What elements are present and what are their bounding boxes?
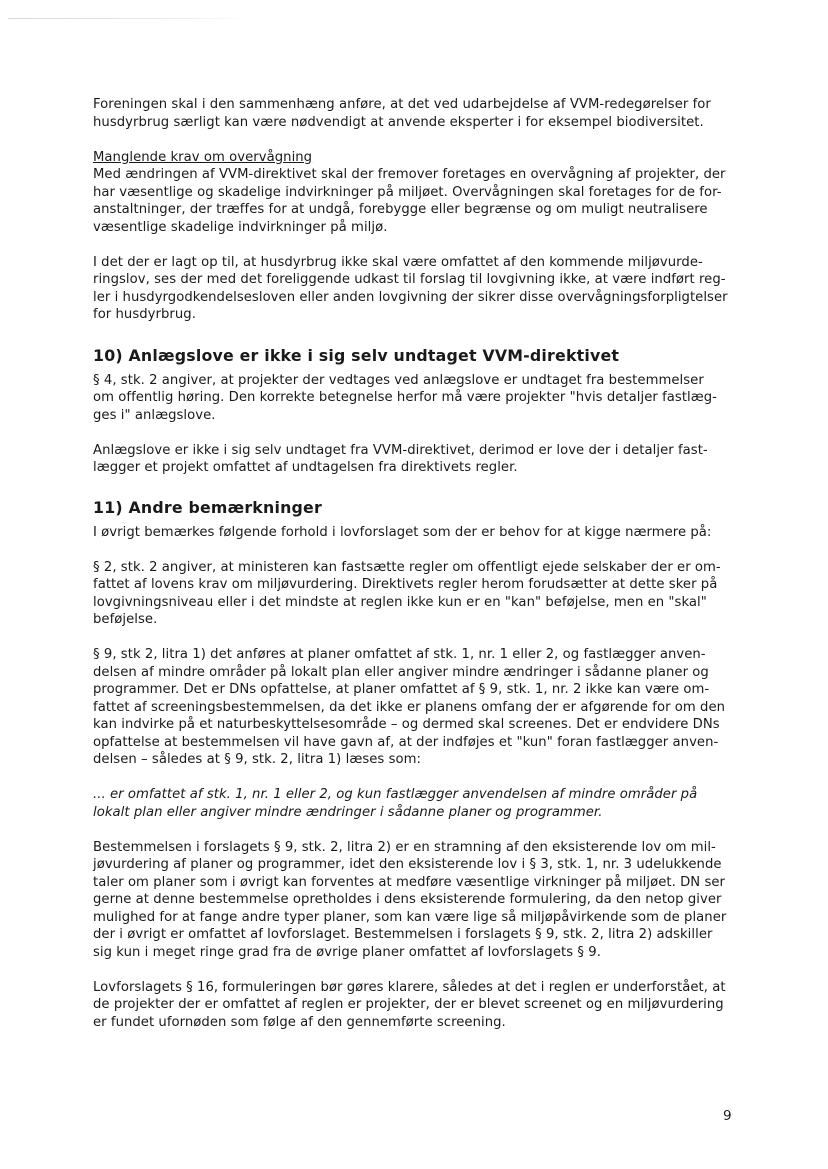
section-11-paragraph-9-line: delsen af mindre områder på lokalt plan eller angiver mindre ændringer i sådanne planer og (93, 664, 709, 680)
missing-monitoring-subheading-line: Manglende krav om overvågning (93, 149, 313, 165)
section-11-paragraph-9-line: fattet af screeningsbestemmelsen, da det ikke er planens omfang der er afgørende for om den (93, 699, 726, 715)
section-11-paragraph-litra-2-line: gerne at denne bestemmelse opretholdes i dens eksisterende formulering, da den netop giver (93, 892, 722, 907)
section-10-paragraph-2 (93, 442, 743, 477)
section-11-paragraph-litra-2-line: taler om planer som i øvrigt kan forventes at medføre væsentlige virkninger på miljøet. DN ser (93, 874, 725, 890)
monitoring-paragraph-1-line: væsentlige skadelige indvirkninger på miljø. (93, 219, 388, 235)
section-10-paragraph-1-line: om offentlig høring. Den korrekte betegnelse herfor må være projekter "hvis detaljer fastlæg- (93, 390, 717, 405)
section-11-paragraph-litra-2-line: sig kun i meget ringe grad fra de øvrige planer omfattet af lovforslagets § 9. (93, 944, 601, 960)
monitoring-paragraph-2-line: ler i husdyrgodkendelsesloven eller anden lovgivning der sikrer disse overvågningsforpligtelser (93, 289, 728, 305)
monitoring-paragraph-2-line: ringslov, ses der med det foreliggende udkast til forslag til lovgivning ikke, at være indført reg- (93, 272, 726, 287)
quoted-proposal-text (93, 786, 743, 821)
monitoring-paragraph-2-line: I det der er lagt op til, at husdyrbrug ikke skal være omfattet af den kommende miljøvurde- (93, 254, 703, 270)
section-11-paragraph-litra-2-line: mulighed for at fange andre typer planer, som kan være lige så miljøpåvirkende som de planer (93, 909, 727, 925)
section-11-paragraph-litra-2-line: Bestemmelsen i forslagets § 9, stk. 2, litra 2) er en stramning af den eksisterende lov om mil- (93, 839, 716, 855)
monitoring-paragraph-2-line: for husdyrbrug. (93, 307, 196, 322)
section-11-paragraph-9-line: delsen – således at § 9, stk. 2, litra 1) læses som: (93, 752, 421, 767)
section-11-paragraph-litra-2-line: jøvurdering af planer og programmer, idet den eksisterende lov i § 3, stk. 1, nr. 3 udelukkende (93, 857, 722, 872)
section-11-paragraph-16 (93, 979, 743, 1032)
section-11-paragraph-16-line: Lovforslagets § 16, formuleringen bør gøres klarere, således at det i reglen er underforstået, at (93, 979, 726, 995)
section-11-heading (93, 498, 743, 518)
section-10-paragraph-2-line: Anlægslove er ikke i sig selv undtaget fra VVM-direktivet, derimod er love der i detaljer fast- (93, 442, 708, 458)
section-10-paragraph-1-line: ges i" anlægslove. (93, 407, 216, 423)
quoted-proposal-text-line: ... er omfattet af stk. 1, nr. 1 eller 2, og kun fastlægger anvendelsen af mindre områder på (93, 787, 698, 802)
section-11-paragraph-2 (93, 559, 743, 629)
document-body (93, 96, 743, 1031)
monitoring-paragraph-1-line: Med ændringen af VVM-direktivet skal der fremover foretages en overvågning af projekter, der (93, 167, 726, 182)
section-11-paragraph-2-line: beføjelse. (93, 612, 158, 627)
section-11-paragraph-2-line: fattet af lovens krav om miljøvurdering. Direktivets regler herom forudsætter at dette sker på (93, 577, 718, 592)
section-11-intro (93, 524, 743, 542)
section-11-paragraph-litra-2 (93, 839, 743, 962)
missing-monitoring-subheading (93, 149, 743, 167)
intro-paragraph-line: husdyrbrug særligt kan være nødvendigt at anvende eksperter i for eksempel biodiversitet. (93, 114, 704, 130)
section-11-paragraph-2-line: lovgivningsniveau eller i det mindste at reglen ikke kun er en "kan" beføjelse, men en "skal" (93, 594, 707, 610)
section-11-paragraph-9 (93, 646, 743, 769)
intro-paragraph (93, 96, 743, 131)
section-11-paragraph-9-line: § 9, stk 2, litra 1) det anføres at planer omfattet af stk. 1, nr. 1 eller 2, og fastlægger anven- (93, 647, 706, 662)
monitoring-paragraph-1-line: anstaltninger, der træffes for at undgå, forebygge eller begrænse og om muligt neutralisere (93, 202, 708, 217)
section-10-paragraph-2-line: lægger et projekt omfattet af undtagelsen fra direktivets regler. (93, 460, 518, 475)
section-11-paragraph-9-line: programmer. Det er DNs opfattelse, at planer omfattet af § 9, stk. 1, nr. 2 ikke kan være om- (93, 682, 710, 697)
section-11-intro-line: I øvrigt bemærkes følgende forhold i lovforslaget som der er behov for at kigge nærmere på: (93, 524, 712, 540)
monitoring-paragraph-1 (93, 166, 743, 236)
page-number: 9 (723, 1108, 732, 1124)
section-11-paragraph-16-line: er fundet ufornøden som følge af den gennemførte screening. (93, 1014, 506, 1030)
monitoring-paragraph-1-line: har væsentlige og skadelige indvirkninger på miljøet. Overvågningen skal foretages for de for- (93, 184, 722, 200)
section-11-paragraph-9-line: opfattelse at bestemmelsen vil have gavn af, at der indføjes et "kun" foran fastlægger anven- (93, 734, 719, 750)
section-10-paragraph-1 (93, 372, 743, 425)
section-10-paragraph-1-line: § 4, stk. 2 angiver, at projekter der vedtages ved anlægslove er undtaget fra bestemmelser (93, 372, 704, 388)
monitoring-paragraph-2 (93, 254, 743, 324)
section-11-paragraph-9-line: kan indvirke på et naturbeskyttelsesområde – og dermed skal screenes. Det er endvidere DNs (93, 717, 720, 732)
section-11-heading-line: 11) Andre bemærkninger (93, 497, 322, 517)
scan-artifact-line (8, 18, 253, 19)
section-10-heading-line: 10) Anlægslove er ikke i sig selv undtaget VVM-direktivet (93, 345, 620, 365)
intro-paragraph-line: Foreningen skal i den sammenhæng anføre, at det ved udarbejdelse af VVM-redegørelser for (93, 97, 711, 112)
section-11-paragraph-16-line: de projekter der er omfattet af reglen er projekter, der er blevet screenet og en miljøvurdering (93, 997, 724, 1012)
section-10-heading (93, 346, 743, 366)
quoted-proposal-text-line: lokalt plan eller angiver mindre ændringer i sådanne planer og programmer. (93, 804, 603, 820)
section-11-paragraph-litra-2-line: der i øvrigt er omfattet af lovforslaget. Bestemmelsen i forslagets § 9, stk. 2, litra 2) adskiller (93, 927, 713, 942)
section-11-paragraph-2-line: § 2, stk. 2 angiver, at ministeren kan fastsætte regler om offentligt ejede selskaber der er om- (93, 559, 721, 575)
